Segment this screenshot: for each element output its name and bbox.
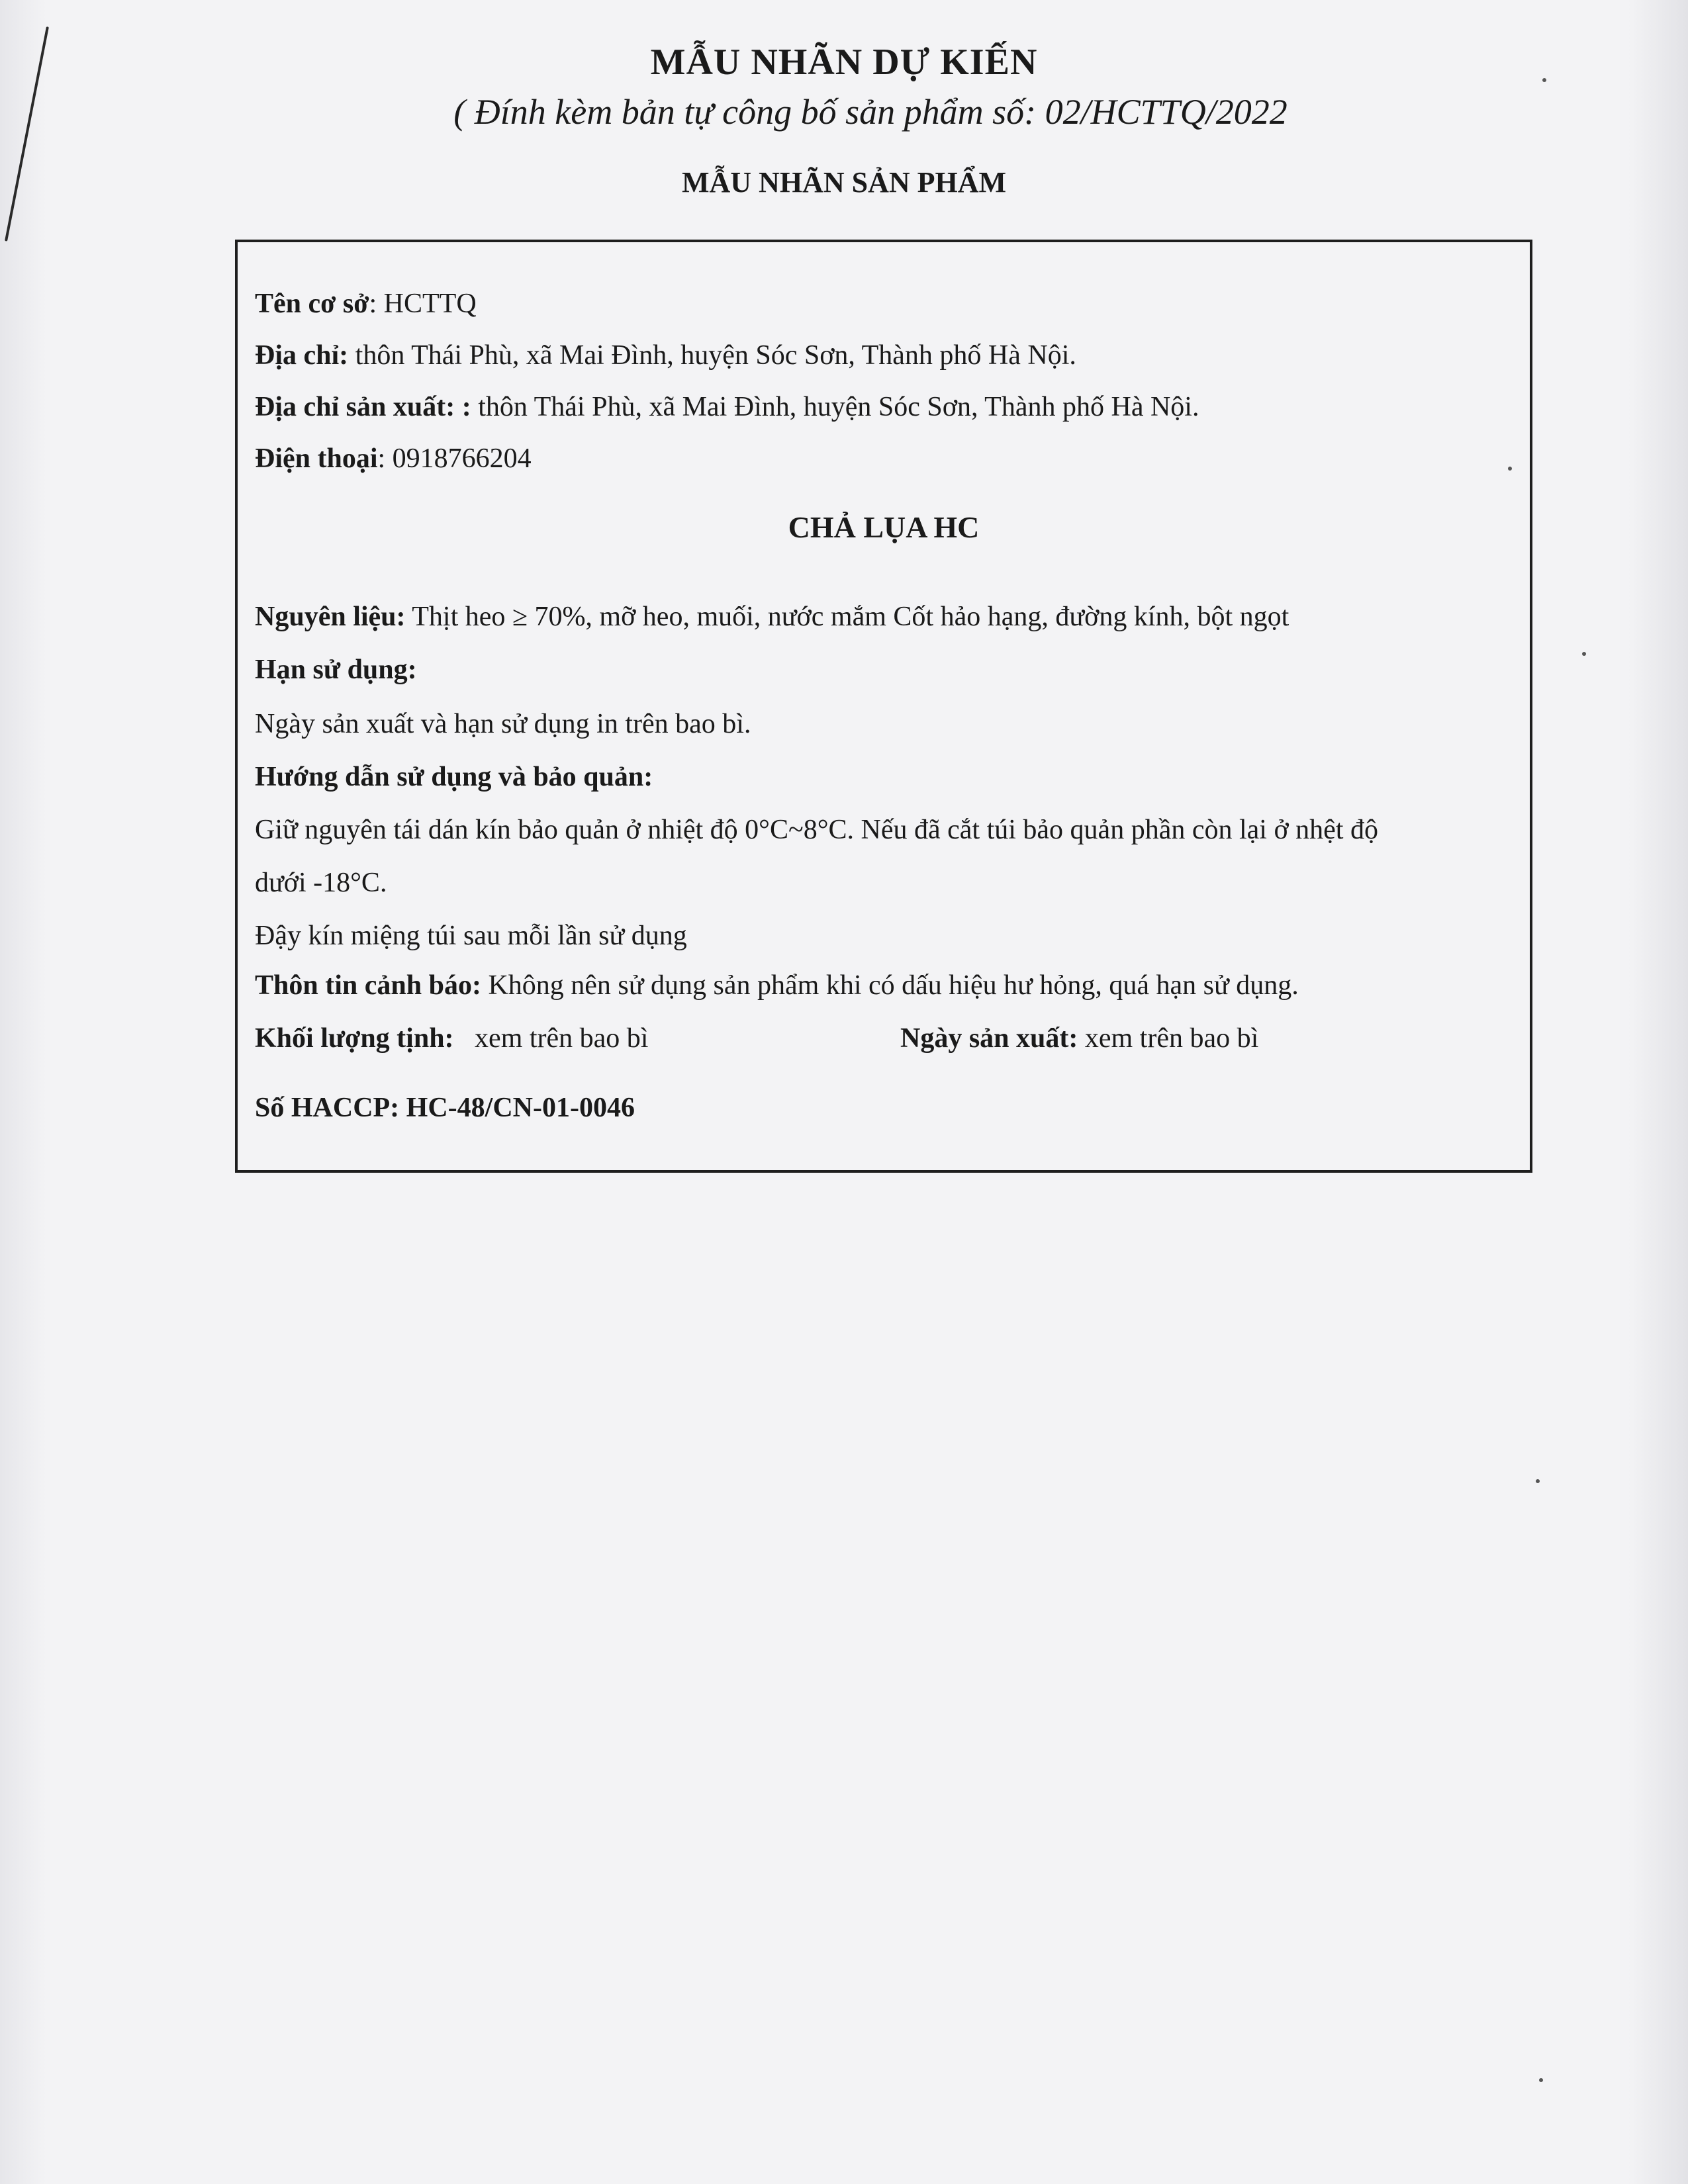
warning-value: Không nên sử dụng sản phẩm khi có dấu hiệu hư hỏng, quá hạn sử dụng. [481,970,1299,1001]
scan-speck [1539,2078,1543,2082]
ingredients-row [255,601,1289,633]
warning-label: Thôn tin cảnh báo: [255,970,481,1001]
facility-value: : HCTTQ [369,289,477,319]
address-row [255,340,1076,371]
expiry-value: Ngày sản xuất và hạn sử dụng in trên bao bì. [255,709,751,739]
ingredients-label: Nguyên liệu: [255,602,406,632]
production-date-label: Ngày sản xuất: [900,1023,1078,1054]
haccp-number: Số HACCP: HC-48/CN-01-0046 [255,1093,635,1123]
scan-speck [1582,652,1586,656]
document-subtitle: ( Đính kèm bản tự công bố sản phẩm số: 02/HCTTQ/2022 [453,92,1288,132]
production-address-label: Địa chỉ sản xuất: : [255,392,471,422]
facility-label: Tên cơ sở [255,289,369,319]
address-value: thôn Thái Phù, xã Mai Đình, huyện Sóc Sơn, Thành phố Hà Nội. [348,340,1076,371]
phone-label: Điện thoại [255,443,378,474]
scan-speck [1536,1479,1540,1483]
usage-line-3: Đậy kín miệng túi sau mỗi lần sử dụng [255,921,687,951]
production-date-value: xem trên bao bì [1078,1023,1259,1054]
address-label: Địa chỉ: [255,340,349,371]
production-date-row [900,1023,1258,1054]
usage-line-1: Giữ nguyên tái dán kín bảo quản ở nhiệt độ 0°C~8°C. Nếu đã cắt túi bảo quản phần còn lại ở nhệt độ [255,815,1378,845]
warning-row [255,970,1299,1001]
net-weight-value: xem trên bao bì [453,1023,649,1054]
facility-row [255,288,477,320]
ingredients-value: Thịt heo ≥ 70%, mỡ heo, muối, nước mắm Cốt hảo hạng, đường kính, bột ngọt [405,602,1289,632]
production-address-value: thôn Thái Phù, xã Mai Đình, huyện Sóc Sơn, Thành phố Hà Nội. [471,392,1199,422]
phone-row [255,443,532,475]
net-weight-label: Khối lượng tịnh: [255,1023,454,1054]
document-title: MẪU NHÃN DỰ KIẾN [650,42,1038,83]
product-name: CHẢ LỤA HC [788,510,980,544]
expiry-label: Hạn sử dụng: [255,655,417,685]
page-edge-left [0,0,46,2184]
phone-value: : 0918766204 [377,443,532,474]
usage-line-2: dưới -18°C. [255,868,387,898]
net-weight-row [255,1023,648,1054]
production-address-row [255,391,1199,423]
label-heading: MẪU NHÃN SẢN PHẨM [681,166,1007,199]
usage-label: Hướng dẫn sử dụng và bảo quản: [255,762,653,792]
page-edge-right [1628,0,1688,2184]
